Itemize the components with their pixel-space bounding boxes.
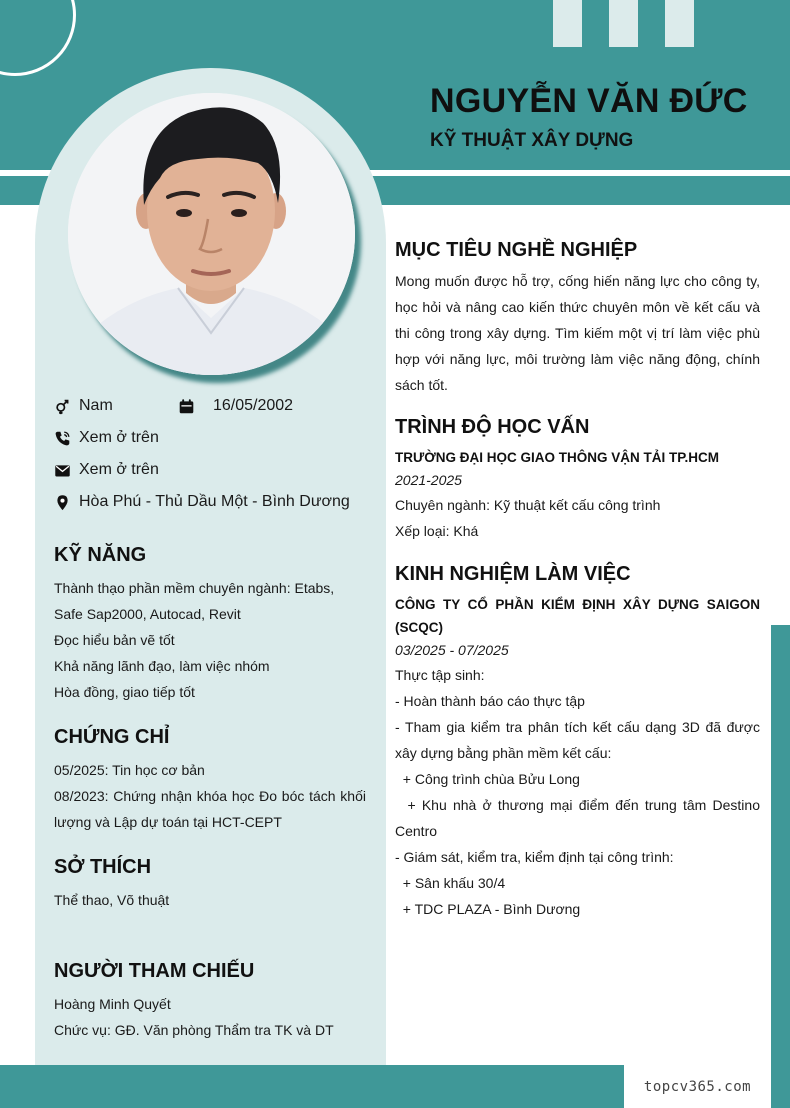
references-title: NGƯỜI THAM CHIẾU xyxy=(54,960,255,982)
education-title: TRÌNH ĐỘ HỌC VẤN xyxy=(395,416,590,438)
experience-company: CÔNG TY CỔ PHẦN KIỂM ĐỊNH XÂY DỰNG SAIGON (SCQC) xyxy=(395,597,760,635)
skill-item: Khả năng lãnh đạo, làm việc nhóm xyxy=(54,658,270,674)
experience-line: - Hoàn thành báo cáo thực tập xyxy=(395,693,585,709)
address-row xyxy=(53,490,350,514)
skills-list xyxy=(54,575,366,705)
education-major: Chuyên ngành: Kỹ thuật kết cấu công trình xyxy=(395,497,661,513)
experience-line: - Tham gia kiểm tra phân tích kết cấu dạng 3D đã được xây dựng bằng phần mềm kết cấu: xyxy=(395,719,760,761)
education-period: 2021-2025 xyxy=(395,472,462,488)
certificates-list xyxy=(54,757,366,835)
certificate-item: 08/2023: Chứng nhận khóa học Đo bóc tách khối lượng và Lập dự toán tại HCT-CEPT xyxy=(54,788,366,830)
phone-icon xyxy=(53,429,71,447)
experience-line: Thực tập sinh: xyxy=(395,667,485,683)
decorative-bar xyxy=(553,0,582,47)
website-label: topcv365.com xyxy=(624,1065,771,1108)
gender-icon xyxy=(53,397,71,415)
experience-period: 03/2025 - 07/2025 xyxy=(395,642,509,658)
experience-line: + Công trình chùa Bửu Long xyxy=(395,771,580,787)
email-row xyxy=(53,458,159,482)
education-school: TRƯỜNG ĐẠI HỌC GIAO THÔNG VẬN TẢI TP.HCM xyxy=(395,450,719,465)
experience-title: KINH NGHIỆM LÀM VIỆC xyxy=(395,563,631,585)
gender-row xyxy=(53,394,113,418)
references-block xyxy=(54,991,366,1043)
certificates-title: CHỨNG CHỈ xyxy=(54,726,170,748)
experience-line: + TDC PLAZA - Bình Dương xyxy=(395,901,581,917)
experience-line: - Giám sát, kiểm tra, kiểm định tại công trình: xyxy=(395,849,674,865)
education-grade: Xếp loại: Khá xyxy=(395,523,479,539)
decorative-bar xyxy=(609,0,638,47)
birthdate-row xyxy=(177,394,293,418)
email-icon xyxy=(53,461,71,479)
right-accent-bar xyxy=(771,625,790,1108)
hobbies-title: SỞ THÍCH xyxy=(54,856,152,878)
certificate-item: 05/2025: Tin học cơ bản xyxy=(54,762,205,778)
avatar-illustration xyxy=(68,93,355,375)
skill-item: Đọc hiểu bản vẽ tốt xyxy=(54,632,175,648)
email-text: Xem ở trên xyxy=(79,461,159,478)
experience-line: + Khu nhà ở thương mại điểm đến trung tâm Destino Centro xyxy=(395,797,764,839)
phone-text: Xem ở trên xyxy=(79,429,159,446)
avatar xyxy=(68,93,355,375)
decorative-bar xyxy=(665,0,694,47)
footer-band xyxy=(0,1065,624,1108)
hobbies-text: Thể thao, Võ thuật xyxy=(54,892,170,908)
experience-line: + Sân khấu 30/4 xyxy=(395,875,506,891)
gender-text: Nam xyxy=(79,397,113,414)
birthdate-text: 16/05/2002 xyxy=(213,397,294,414)
skill-item: Thành thạo phần mềm chuyên ngành: Etabs, Safe Sap2000, Autocad, Revit xyxy=(54,580,335,622)
job-title: KỸ THUẬT XÂY DỰNG xyxy=(430,130,634,151)
skill-item: Hòa đồng, giao tiếp tốt xyxy=(54,684,195,700)
address-text: Hòa Phú - Thủ Dầu Một - Bình Dương xyxy=(79,493,350,510)
reference-position: Chức vụ: GĐ. Văn phòng Thẩm tra TK và DT xyxy=(54,1022,334,1038)
education-block xyxy=(395,446,760,544)
phone-row xyxy=(53,426,159,450)
objective-text: Mong muốn được hỗ trợ, cống hiến năng lực cho công ty, học hỏi và nâng cao kiến thức chuyên môn về kết cấu và thi công trong xây dựng. Tìm kiếm một vị trí làm việc phù hợp với năng lực, môi trường làm việc năng động, chính sách tốt. xyxy=(395,273,760,393)
skills-title: KỸ NĂNG xyxy=(54,544,147,566)
location-icon xyxy=(53,493,71,511)
objective-title: MỤC TIÊU NGHỀ NGHIỆP xyxy=(395,239,638,261)
candidate-name: NGUYỄN VĂN ĐỨC xyxy=(430,82,748,120)
calendar-icon xyxy=(177,397,195,415)
reference-name: Hoàng Minh Quyết xyxy=(54,996,171,1012)
experience-block xyxy=(395,593,764,922)
